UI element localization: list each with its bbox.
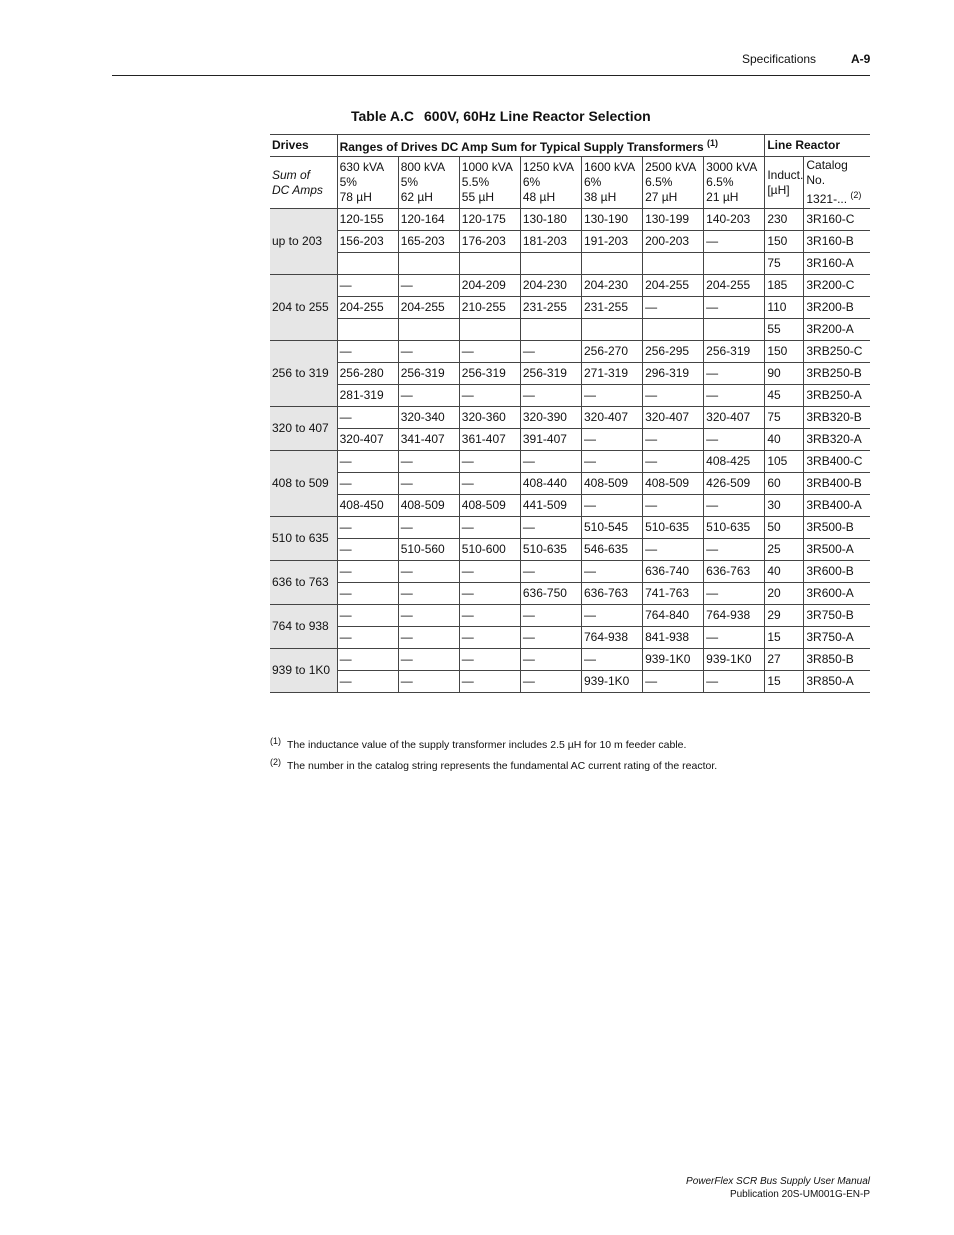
inductance-cell: 75 [765,253,804,275]
range-cell: 320-407 [643,407,704,429]
inductance-cell: 27 [765,649,804,671]
range-cell: 256-319 [704,341,765,363]
header-inductance-line: Induct. [767,167,804,182]
header-transformer [459,157,520,209]
range-cell: — [520,671,581,693]
range-cell: 320-340 [398,407,459,429]
range-cell: — [520,385,581,407]
footnote-ref-2: (2) [850,190,862,200]
range-cell: 441-509 [520,495,581,517]
dc-amp-group-label: up to 203 [270,209,337,275]
range-cell: — [459,473,520,495]
range-cell: 191-203 [581,231,642,253]
range-cell: — [704,297,765,319]
header-rule [112,75,870,76]
inductance-cell: 45 [765,385,804,407]
range-cell: 120-155 [337,209,398,231]
header-line-reactor: Line Reactor [765,135,870,157]
range-cell [704,253,765,275]
inductance-cell: 29 [765,605,804,627]
catalog-cell: 3R850-B [804,649,870,671]
range-cell: — [337,605,398,627]
range-cell [459,319,520,341]
footnote-ref-1: (1) [707,138,719,148]
range-cell: 130-180 [520,209,581,231]
range-cell [337,253,398,275]
inductance-cell: 15 [765,627,804,649]
inductance-cell: 75 [765,407,804,429]
inductance-cell: 90 [765,363,804,385]
range-cell: 320-360 [459,407,520,429]
range-cell: — [398,451,459,473]
range-cell [459,253,520,275]
footnote-text: The inductance value of the supply transformer includes 2.5 µH for 10 m feeder cable. [287,739,687,751]
header-transformer-uh: 38 µH [583,190,617,204]
header-transformer [337,157,398,209]
range-cell: 231-255 [520,297,581,319]
range-cell: — [398,275,459,297]
range-cell: — [643,451,704,473]
range-cell: — [337,275,398,297]
dc-amp-group-label: 764 to 938 [270,605,337,649]
range-cell: 408-450 [337,495,398,517]
range-cell: 296-319 [643,363,704,385]
range-cell [643,253,704,275]
header-transformer-pct: 5% [339,175,357,189]
range-cell: 408-509 [643,473,704,495]
range-cell: 130-199 [643,209,704,231]
range-cell: 636-750 [520,583,581,605]
header-transformer [643,157,704,209]
range-cell: — [459,583,520,605]
dc-amp-group-label: 636 to 763 [270,561,337,605]
header-transformer [520,157,581,209]
range-cell: 361-407 [459,429,520,451]
range-cell: 200-203 [643,231,704,253]
range-cell: — [520,517,581,539]
range-cell: 510-635 [520,539,581,561]
inductance-cell: 60 [765,473,804,495]
footer-publication: Publication 20S-UM001G-EN-P [729,1189,870,1200]
range-cell: — [459,605,520,627]
catalog-cell: 3R200-C [804,275,870,297]
catalog-cell: 3R200-A [804,319,870,341]
catalog-cell: 3R500-B [804,517,870,539]
range-cell: 764-840 [643,605,704,627]
range-cell [398,319,459,341]
range-cell: — [459,627,520,649]
header-transformer-pct: 5% [400,175,419,189]
range-cell: 281-319 [337,385,398,407]
table-body [270,209,870,693]
range-cell: — [643,297,704,319]
inductance-cell: 40 [765,429,804,451]
table-row [270,451,870,473]
dc-amp-group-label: 256 to 319 [270,341,337,407]
range-cell: 256-319 [459,363,520,385]
running-header-section: Specifications [742,52,817,66]
header-inductance [765,157,804,209]
range-cell: — [704,627,765,649]
range-cell: — [459,341,520,363]
header-transformer-kva: 1600 kVA [583,160,636,174]
catalog-cell: 3R750-A [804,627,870,649]
header-transformer-uh: 21 µH [706,190,739,204]
footnote-mark: (1) [270,736,281,746]
range-cell [581,253,642,275]
footnote-text: The number in the catalog string represents the fundamental AC current rating of the reactor. [287,760,718,772]
range-cell: — [581,451,642,473]
range-cell: 130-190 [581,209,642,231]
range-cell: 408-425 [704,451,765,473]
range-cell: 841-938 [643,627,704,649]
range-cell: — [337,583,398,605]
table-row [270,561,870,583]
range-cell: — [520,561,581,583]
header-sum-line2: DC Amps [272,182,323,197]
header-catalog [804,157,870,209]
header-transformer-uh: 62 µH [400,190,433,204]
range-cell: — [337,473,398,495]
range-cell: — [581,649,642,671]
range-cell: 939-1K0 [581,671,642,693]
table-row [270,363,870,385]
table-subheader-row [270,157,870,209]
header-catalog-prefix: 1321-... [806,192,848,206]
range-cell: 391-407 [520,429,581,451]
range-cell: — [704,231,765,253]
header-transformer-uh: 27 µH [645,190,678,204]
range-cell [337,319,398,341]
range-cell: — [581,495,642,517]
range-cell [704,319,765,341]
footnote-mark: (2) [270,757,281,767]
header-transformer-pct: 6% [583,175,602,189]
range-cell: — [581,561,642,583]
table-row [270,671,870,693]
inductance-cell: 55 [765,319,804,341]
range-cell: 320-407 [704,407,765,429]
dc-amp-group-label: 320 to 407 [270,407,337,451]
range-cell: — [398,583,459,605]
table-row [270,319,870,341]
range-cell: — [704,495,765,517]
range-cell: — [643,539,704,561]
header-transformer-kva: 630 kVA [339,160,385,174]
range-cell: 204-230 [520,275,581,297]
inductance-cell: 185 [765,275,804,297]
range-cell: 210-255 [459,297,520,319]
range-cell: — [398,649,459,671]
header-transformer-uh: 78 µH [339,190,372,204]
range-cell: 426-509 [704,473,765,495]
range-cell: — [459,451,520,473]
table-row [270,517,870,539]
inductance-cell: 25 [765,539,804,561]
catalog-cell: 3RB400-A [804,495,870,517]
table-row [270,297,870,319]
range-cell: — [398,341,459,363]
table-row [270,253,870,275]
range-cell: 120-175 [459,209,520,231]
header-transformer [704,157,765,209]
range-cell: — [398,627,459,649]
reactor-selection-table [270,134,870,693]
catalog-cell: 3RB320-A [804,429,870,451]
inductance-cell: 150 [765,231,804,253]
range-cell: 764-938 [704,605,765,627]
table-header-row [270,135,870,157]
inductance-cell: 20 [765,583,804,605]
footnote [270,736,717,751]
header-transformer-kva: 1250 kVA [522,160,575,174]
range-cell: — [581,385,642,407]
dc-amp-group-label: 204 to 255 [270,275,337,341]
catalog-cell: 3RB250-B [804,363,870,385]
range-cell: — [581,429,642,451]
range-cell: — [704,363,765,385]
table-caption [351,108,651,124]
inductance-cell: 110 [765,297,804,319]
range-cell: 636-763 [581,583,642,605]
table-caption-number: Table A.C [351,108,415,124]
range-cell: — [337,649,398,671]
range-cell [520,253,581,275]
range-cell: 140-203 [704,209,765,231]
inductance-cell: 40 [765,561,804,583]
dc-amp-group-label: 510 to 635 [270,517,337,561]
header-transformer-uh: 48 µH [522,190,556,204]
header-transformer [398,157,459,209]
footer-manual-title: PowerFlex SCR Bus Supply User Manual [686,1176,870,1187]
range-cell: — [704,539,765,561]
page-footer [686,1175,870,1201]
inductance-cell: 150 [765,341,804,363]
range-cell: — [459,561,520,583]
header-transformer-kva: 2500 kVA [645,160,697,174]
catalog-cell: 3R160-B [804,231,870,253]
range-cell: — [398,517,459,539]
range-cell: — [520,341,581,363]
header-transformer-kva: 800 kVA [400,160,446,174]
table-row [270,605,870,627]
range-cell: 510-635 [704,517,765,539]
range-cell [581,319,642,341]
range-cell: 256-319 [398,363,459,385]
range-cell: — [643,429,704,451]
header-transformer-pct: 6.5% [645,175,673,189]
header-transformer-pct: 5.5% [461,175,490,189]
range-cell: 510-545 [581,517,642,539]
header-transformer-kva: 3000 kVA [706,160,758,174]
range-cell: 271-319 [581,363,642,385]
inductance-cell: 15 [765,671,804,693]
table-row [270,429,870,451]
range-cell: 510-635 [643,517,704,539]
range-cell: 408-509 [581,473,642,495]
range-cell: — [520,451,581,473]
table-row [270,627,870,649]
header-sum-dc-amps [270,157,337,209]
range-cell: 341-407 [398,429,459,451]
range-cell: 939-1K0 [704,649,765,671]
table-row [270,649,870,671]
range-cell: 636-740 [643,561,704,583]
header-inductance-line: [µH] [767,182,790,197]
page-number: A-9 [851,52,871,66]
range-cell: — [704,385,765,407]
range-cell: 256-280 [337,363,398,385]
range-cell [520,319,581,341]
header-transformer-pct: 6% [522,175,541,189]
range-cell: — [337,407,398,429]
range-cell: — [337,561,398,583]
range-cell: — [398,561,459,583]
table-row [270,539,870,561]
range-cell: — [459,649,520,671]
catalog-cell: 3R500-A [804,539,870,561]
catalog-cell: 3R600-A [804,583,870,605]
header-sum-line1: Sum of [272,167,311,182]
table-row [270,583,870,605]
range-cell: 408-440 [520,473,581,495]
dc-amp-group-label: 939 to 1K0 [270,649,337,693]
header-ranges [337,135,765,157]
range-cell: — [459,385,520,407]
range-cell [643,319,704,341]
table-row [270,275,870,297]
range-cell: 408-509 [459,495,520,517]
table-row [270,231,870,253]
catalog-cell: 3RB400-C [804,451,870,473]
range-cell: — [643,495,704,517]
catalog-cell: 3R600-B [804,561,870,583]
table-row [270,407,870,429]
range-cell: — [643,671,704,693]
range-cell: 320-407 [337,429,398,451]
range-cell: 204-255 [704,275,765,297]
range-cell: — [398,605,459,627]
range-cell: 741-763 [643,583,704,605]
table-row [270,209,870,231]
range-cell: 165-203 [398,231,459,253]
header-transformer-uh: 55 µH [461,190,495,204]
range-cell: — [520,627,581,649]
range-cell: 546-635 [581,539,642,561]
table-caption-title: 600V, 60Hz Line Reactor Selection [424,108,651,124]
header-catalog-line2 [806,188,868,207]
range-cell: 204-209 [459,275,520,297]
dc-amp-group-label: 408 to 509 [270,451,337,517]
catalog-cell: 3RB400-B [804,473,870,495]
range-cell: — [520,649,581,671]
range-cell: 636-763 [704,561,765,583]
range-cell: 320-407 [581,407,642,429]
range-cell: — [337,671,398,693]
inductance-cell: 30 [765,495,804,517]
table-row [270,473,870,495]
range-cell: — [337,341,398,363]
header-transformer-kva: 1000 kVA [461,160,513,174]
catalog-cell: 3R160-A [804,253,870,275]
header-transformer [581,157,642,209]
range-cell: 204-230 [581,275,642,297]
table-row [270,341,870,363]
range-cell: 120-164 [398,209,459,231]
range-cell: — [337,539,398,561]
range-cell: — [398,671,459,693]
catalog-cell: 3R160-C [804,209,870,231]
inductance-cell: 105 [765,451,804,473]
table-row [270,495,870,517]
catalog-cell: 3R200-B [804,297,870,319]
header-transformer-pct: 6.5% [706,175,734,189]
range-cell: — [398,473,459,495]
range-cell: 256-270 [581,341,642,363]
table-row [270,385,870,407]
range-cell: — [643,385,704,407]
header-ranges-text: Ranges of Drives DC Amp Sum for Typical Supply Transformers [339,140,704,154]
range-cell: — [704,671,765,693]
range-cell: — [581,605,642,627]
catalog-cell: 3R850-A [804,671,870,693]
range-cell: 231-255 [581,297,642,319]
range-cell: 204-255 [337,297,398,319]
catalog-cell: 3RB320-B [804,407,870,429]
catalog-cell: 3RB250-C [804,341,870,363]
range-cell: — [459,517,520,539]
range-cell: — [337,517,398,539]
range-cell: 181-203 [520,231,581,253]
range-cell: 204-255 [643,275,704,297]
range-cell: 204-255 [398,297,459,319]
inductance-cell: 230 [765,209,804,231]
range-cell: — [459,671,520,693]
range-cell: — [520,605,581,627]
range-cell: 510-560 [398,539,459,561]
header-catalog-line1: Catalog No. [806,158,848,187]
footnotes [270,736,718,781]
range-cell: 320-390 [520,407,581,429]
range-cell: 256-295 [643,341,704,363]
range-cell: — [398,385,459,407]
footnote [270,757,718,772]
range-cell: — [337,627,398,649]
catalog-cell: 3RB250-A [804,385,870,407]
range-cell: — [337,451,398,473]
header-drives: Drives [270,135,337,157]
range-cell: — [704,429,765,451]
range-cell: 156-203 [337,231,398,253]
range-cell [398,253,459,275]
catalog-cell: 3R750-B [804,605,870,627]
range-cell: 764-938 [581,627,642,649]
range-cell: 939-1K0 [643,649,704,671]
range-cell: 176-203 [459,231,520,253]
range-cell: 510-600 [459,539,520,561]
range-cell: 408-509 [398,495,459,517]
range-cell: — [704,583,765,605]
range-cell: 256-319 [520,363,581,385]
inductance-cell: 50 [765,517,804,539]
